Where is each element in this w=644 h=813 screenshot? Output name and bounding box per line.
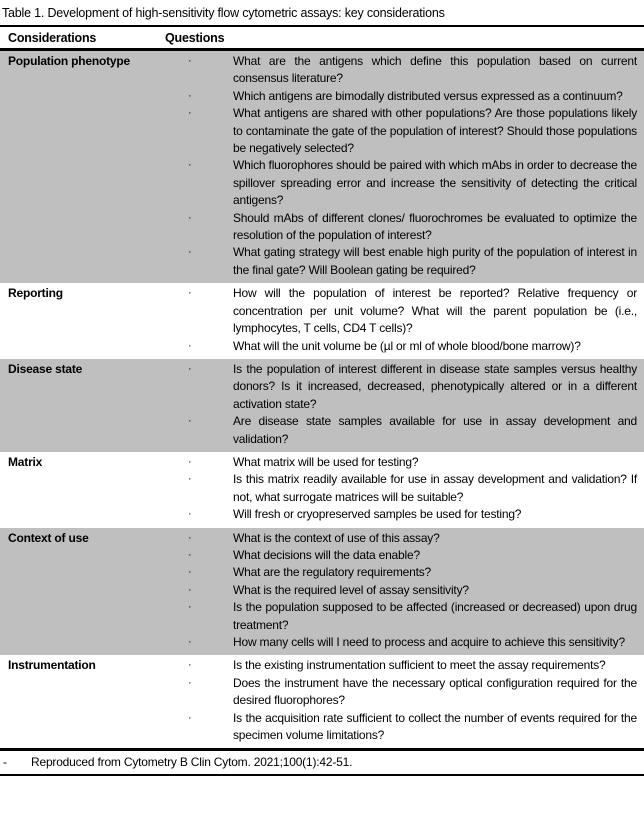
questions-cell	[165, 454, 644, 524]
table-row-disease-state	[0, 359, 644, 452]
question-item	[165, 454, 644, 471]
question-item	[165, 210, 644, 245]
question-text: Is the population supposed to be affected (increased or decreased) upon drug treatment?	[233, 600, 637, 632]
questions-cell	[165, 657, 644, 744]
considerations-column-header: Considerations	[8, 31, 97, 45]
bullet-icon: ·	[188, 508, 192, 521]
questions-cell	[165, 285, 644, 355]
question-item	[165, 564, 644, 581]
question-text: How will the population of interest be reported? Relative frequency or concentration per unit volume? What will the parent population be (i.e., lymphocytes, T cells, CD4 T cells)?	[233, 286, 637, 336]
bullet-icon: ·	[188, 583, 192, 596]
bullet-icon: ·	[188, 159, 192, 172]
questions-cell	[165, 530, 644, 652]
consideration-cell: Context of use	[8, 530, 89, 545]
considerations-table	[0, 27, 644, 748]
bullet-icon: ·	[188, 287, 192, 300]
footnote-dash: -	[3, 755, 7, 770]
question-text: Are disease state samples available for use in assay development and validation?	[233, 414, 637, 446]
question-text: How many cells will I need to process and acquire to achieve this sensitivity?	[233, 635, 625, 649]
question-item	[165, 285, 644, 337]
table-row-matrix	[0, 452, 644, 528]
bullet-icon: ·	[188, 531, 192, 544]
question-item	[165, 675, 644, 710]
question-item	[165, 361, 644, 413]
footnote-text: Reproduced from Cytometry B Clin Cytom. 2021;100(1):42-51.	[31, 755, 353, 770]
bullet-icon: ·	[188, 89, 192, 102]
question-item	[165, 582, 644, 599]
question-text: What matrix will be used for testing?	[233, 454, 419, 469]
question-text: What are the antigens which define this population based on current consensus literature?	[233, 54, 637, 86]
question-text: What antigens are shared with other populations? Are those populations likely to contaminate the gate of the population of interest? Should those populations be negatively selected?	[233, 106, 637, 156]
bullet-icon: ·	[188, 246, 192, 259]
bullet-icon: ·	[188, 455, 192, 468]
question-text: What will the unit volume be (µl or ml of whole blood/bone marrow)?	[233, 338, 581, 353]
question-text: Will fresh or cryopreserved samples be used for testing?	[233, 507, 522, 522]
question-text: Should mAbs of different clones/ fluorochromes be evaluated to optimize the resolution of the population of interest?	[233, 210, 637, 243]
question-item	[165, 157, 644, 209]
question-item	[165, 547, 644, 564]
question-item	[165, 88, 644, 105]
question-item	[165, 413, 644, 448]
question-item	[165, 657, 644, 674]
bullet-icon: ·	[188, 55, 192, 67]
footnote	[0, 748, 644, 776]
question-item	[165, 599, 644, 634]
questions-cell	[165, 361, 644, 448]
bullet-icon: ·	[188, 107, 192, 120]
question-item	[165, 506, 644, 523]
bullet-icon: ·	[188, 473, 192, 486]
questions-cell	[165, 53, 644, 279]
question-item	[165, 244, 644, 279]
bullet-icon: ·	[188, 339, 192, 352]
consideration-cell: Matrix	[8, 454, 43, 469]
table-row-context-of-use	[0, 528, 644, 656]
bullet-icon: ·	[188, 676, 192, 689]
question-text: Which antigens are bimodally distributed versus expressed as a continuum?	[233, 88, 623, 103]
table-row-reporting	[0, 283, 644, 359]
question-item	[165, 530, 644, 547]
table-row-population-phenotype	[0, 51, 644, 283]
bullet-icon: ·	[188, 548, 192, 561]
bullet-icon: ·	[188, 601, 192, 614]
question-item	[165, 710, 644, 745]
bullet-icon: ·	[188, 711, 192, 724]
question-text: Is the population of interest different in disease state samples versus healthy donors? Is it increased, decreased, phenotypically altered or in a different activation state?	[233, 361, 637, 411]
consideration-cell: Disease state	[8, 361, 83, 376]
bullet-icon: ·	[188, 566, 192, 579]
question-item	[165, 634, 644, 651]
question-text: What is the context of use of this assay?	[233, 530, 440, 545]
bullet-icon: ·	[188, 362, 192, 375]
question-text: Which fluorophores should be paired with which mAbs in order to decrease the spillover spreading error and increase the sensitivity of detecting the critical antigens?	[233, 158, 637, 208]
consideration-cell: Instrumentation	[8, 658, 96, 673]
question-text: Is the acquisition rate sufficient to collect the number of events required for the specimen volume limitations?	[233, 710, 637, 743]
question-text: Is the existing instrumentation sufficient to meet the assay requirements?	[233, 658, 606, 673]
bullet-icon: ·	[188, 415, 192, 428]
bullet-icon: ·	[188, 659, 192, 672]
question-item	[165, 338, 644, 355]
question-text: What is the required level of assay sensitivity?	[233, 582, 469, 597]
question-item	[165, 105, 644, 157]
question-text: Is this matrix readily available for use in assay development and validation? If not, what surrogate matrices will be suitable?	[233, 472, 637, 504]
table-row-instrumentation	[0, 655, 644, 748]
table-title: Table 1. Development of high-sensitivity flow cytometric assays: key considerations	[0, 0, 644, 27]
question-item	[165, 53, 644, 88]
question-text: Does the instrument have the necessary optical configuration required for the desired fluorophores?	[233, 675, 637, 708]
questions-column-header: Questions	[165, 31, 225, 45]
bullet-icon: ·	[188, 636, 192, 648]
table-header-row	[0, 27, 644, 51]
question-text: What gating strategy will best enable high purity of the population of interest in the final gate? Will Boolean gating be required?	[233, 245, 637, 277]
question-item	[165, 471, 644, 506]
consideration-cell: Reporting	[8, 286, 63, 301]
bullet-icon: ·	[188, 211, 192, 224]
question-text: What are the regulatory requirements?	[233, 565, 432, 580]
question-text: What decisions will the data enable?	[233, 547, 420, 562]
consideration-cell: Population phenotype	[8, 54, 130, 68]
